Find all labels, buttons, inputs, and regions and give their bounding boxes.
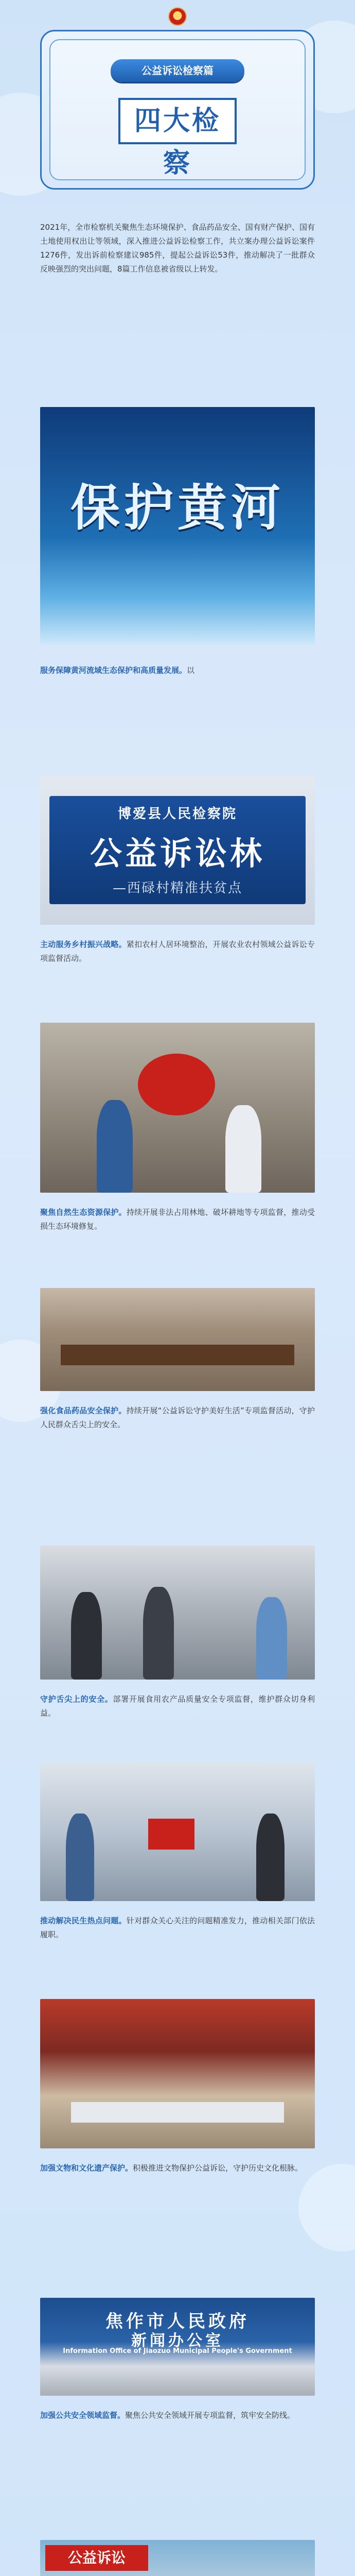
sign-top-text: 博爱县人民检察院: [117, 806, 237, 822]
award-photo: [40, 1762, 315, 1901]
paragraph-8-heading: 加强公共安全领域监督。: [40, 2411, 126, 2420]
poster-image: [40, 407, 315, 645]
sign-main-text: 公益诉讼林: [90, 835, 265, 872]
meeting-photo: [40, 1288, 315, 1391]
paragraph-5-body: 部署开展食用农产品质量安全专项监督，维护群众切身利益。: [40, 1694, 315, 1718]
sign-image: [40, 775, 315, 925]
paragraph-8-body: 聚焦公共安全领域开展专项监督，筑牢安全防线。: [125, 2411, 295, 2420]
page-title: 四大检察: [118, 98, 237, 144]
paragraph-3-heading: 聚焦自然生态资源保护。: [40, 1208, 127, 1217]
award-banner: [148, 1819, 194, 1850]
decor-bubble: [298, 2164, 355, 2251]
paragraph-2-body: 紧扣农村人居环境整治，开展农业农村领域公益诉讼专项监督活动。: [40, 940, 315, 963]
person-figure: [225, 1105, 261, 1193]
paragraph-1-body: 以: [187, 666, 195, 675]
paragraph-3: [40, 1206, 315, 1233]
paragraph-6: [40, 1914, 315, 1942]
paragraph-7-heading: 加强文物和文化遗产保护。: [40, 2163, 133, 2173]
paragraph-7-body: 积极推进文物保护公益诉讼，守护历史文化根脉。: [133, 2163, 303, 2173]
paragraph-2-heading: 主动服务乡村振兴战略。: [40, 940, 127, 949]
paragraph-1: [40, 664, 315, 677]
paragraph-2: [40, 938, 315, 965]
paragraph-4-body: 持续开展“公益诉讼守护美好生活”专项监督活动，守护人民群众舌尖上的安全。: [40, 1406, 315, 1429]
section-label: 公益诉讼检察篇: [111, 59, 244, 82]
person-figure: [66, 1814, 94, 1901]
paragraph-7: [40, 2161, 315, 2175]
sign-board: [49, 796, 306, 904]
poster-text: 保护黄河: [70, 479, 285, 537]
paragraph-8: [40, 2409, 315, 2422]
person-figure: [97, 1100, 133, 1193]
intro-text: 2021年，全市检察机关聚焦生态环境保护、食品药品安全、国有财产保护、国有土地使用权出让等领域，深入推进公益诉讼检察工作，共立案办理公益诉讼案件1276件，发出诉前检察建议985件，提起公益诉讼53件，推动解决了一批群众反映强烈的突出问题，8篇工作信息被省级以上转发。: [40, 223, 315, 274]
paragraph-1-heading: 服务保障黄河流域生态保护和高质量发展。: [40, 666, 187, 675]
paragraph-3-body: 持续开展非法占用林地、破坏耕地等专项监督，推动受损生态环境修复。: [40, 1208, 315, 1231]
meeting-table: [61, 1345, 294, 1365]
office-banner-3: Information Office of Jiaozuo Municipal People's Government: [63, 2347, 292, 2355]
inspection-photo: [40, 1546, 315, 1680]
emblem-icon: [168, 7, 187, 26]
person-figure: [256, 1814, 285, 1901]
person-figure: [71, 1592, 102, 1680]
paragraph-6-body: 针对群众关心关注的问题精准发力，推动相关部门依法履职。: [40, 1916, 315, 1939]
street-promotion-photo: [40, 2540, 315, 2576]
paragraph-4-heading: 强化食品药品安全保护。: [40, 1406, 127, 1415]
person-figure: [256, 1597, 287, 1680]
paragraph-4: [40, 1404, 315, 1432]
sign-bottom-text: —西碌村精准扶贫点: [112, 880, 242, 896]
office-banner-1: 焦作市人民政府: [105, 2311, 250, 2332]
paragraph-5-heading: 守护舌尖上的安全。: [40, 1694, 113, 1704]
hall-table: [71, 2102, 284, 2123]
person-figure: [143, 1587, 174, 1680]
paragraph-5: [40, 1692, 315, 1720]
press-conference-photo: [40, 2298, 315, 2396]
red-ribbon: [138, 1054, 215, 1115]
office-banner-2: 新闻办公室: [131, 2332, 224, 2350]
unveiling-photo: [40, 1023, 315, 1193]
paragraph-6-heading: 推动解决民生热点问题。: [40, 1916, 127, 1925]
street-banner: 公益诉讼: [45, 2545, 148, 2571]
hall-photo: [40, 1999, 315, 2148]
